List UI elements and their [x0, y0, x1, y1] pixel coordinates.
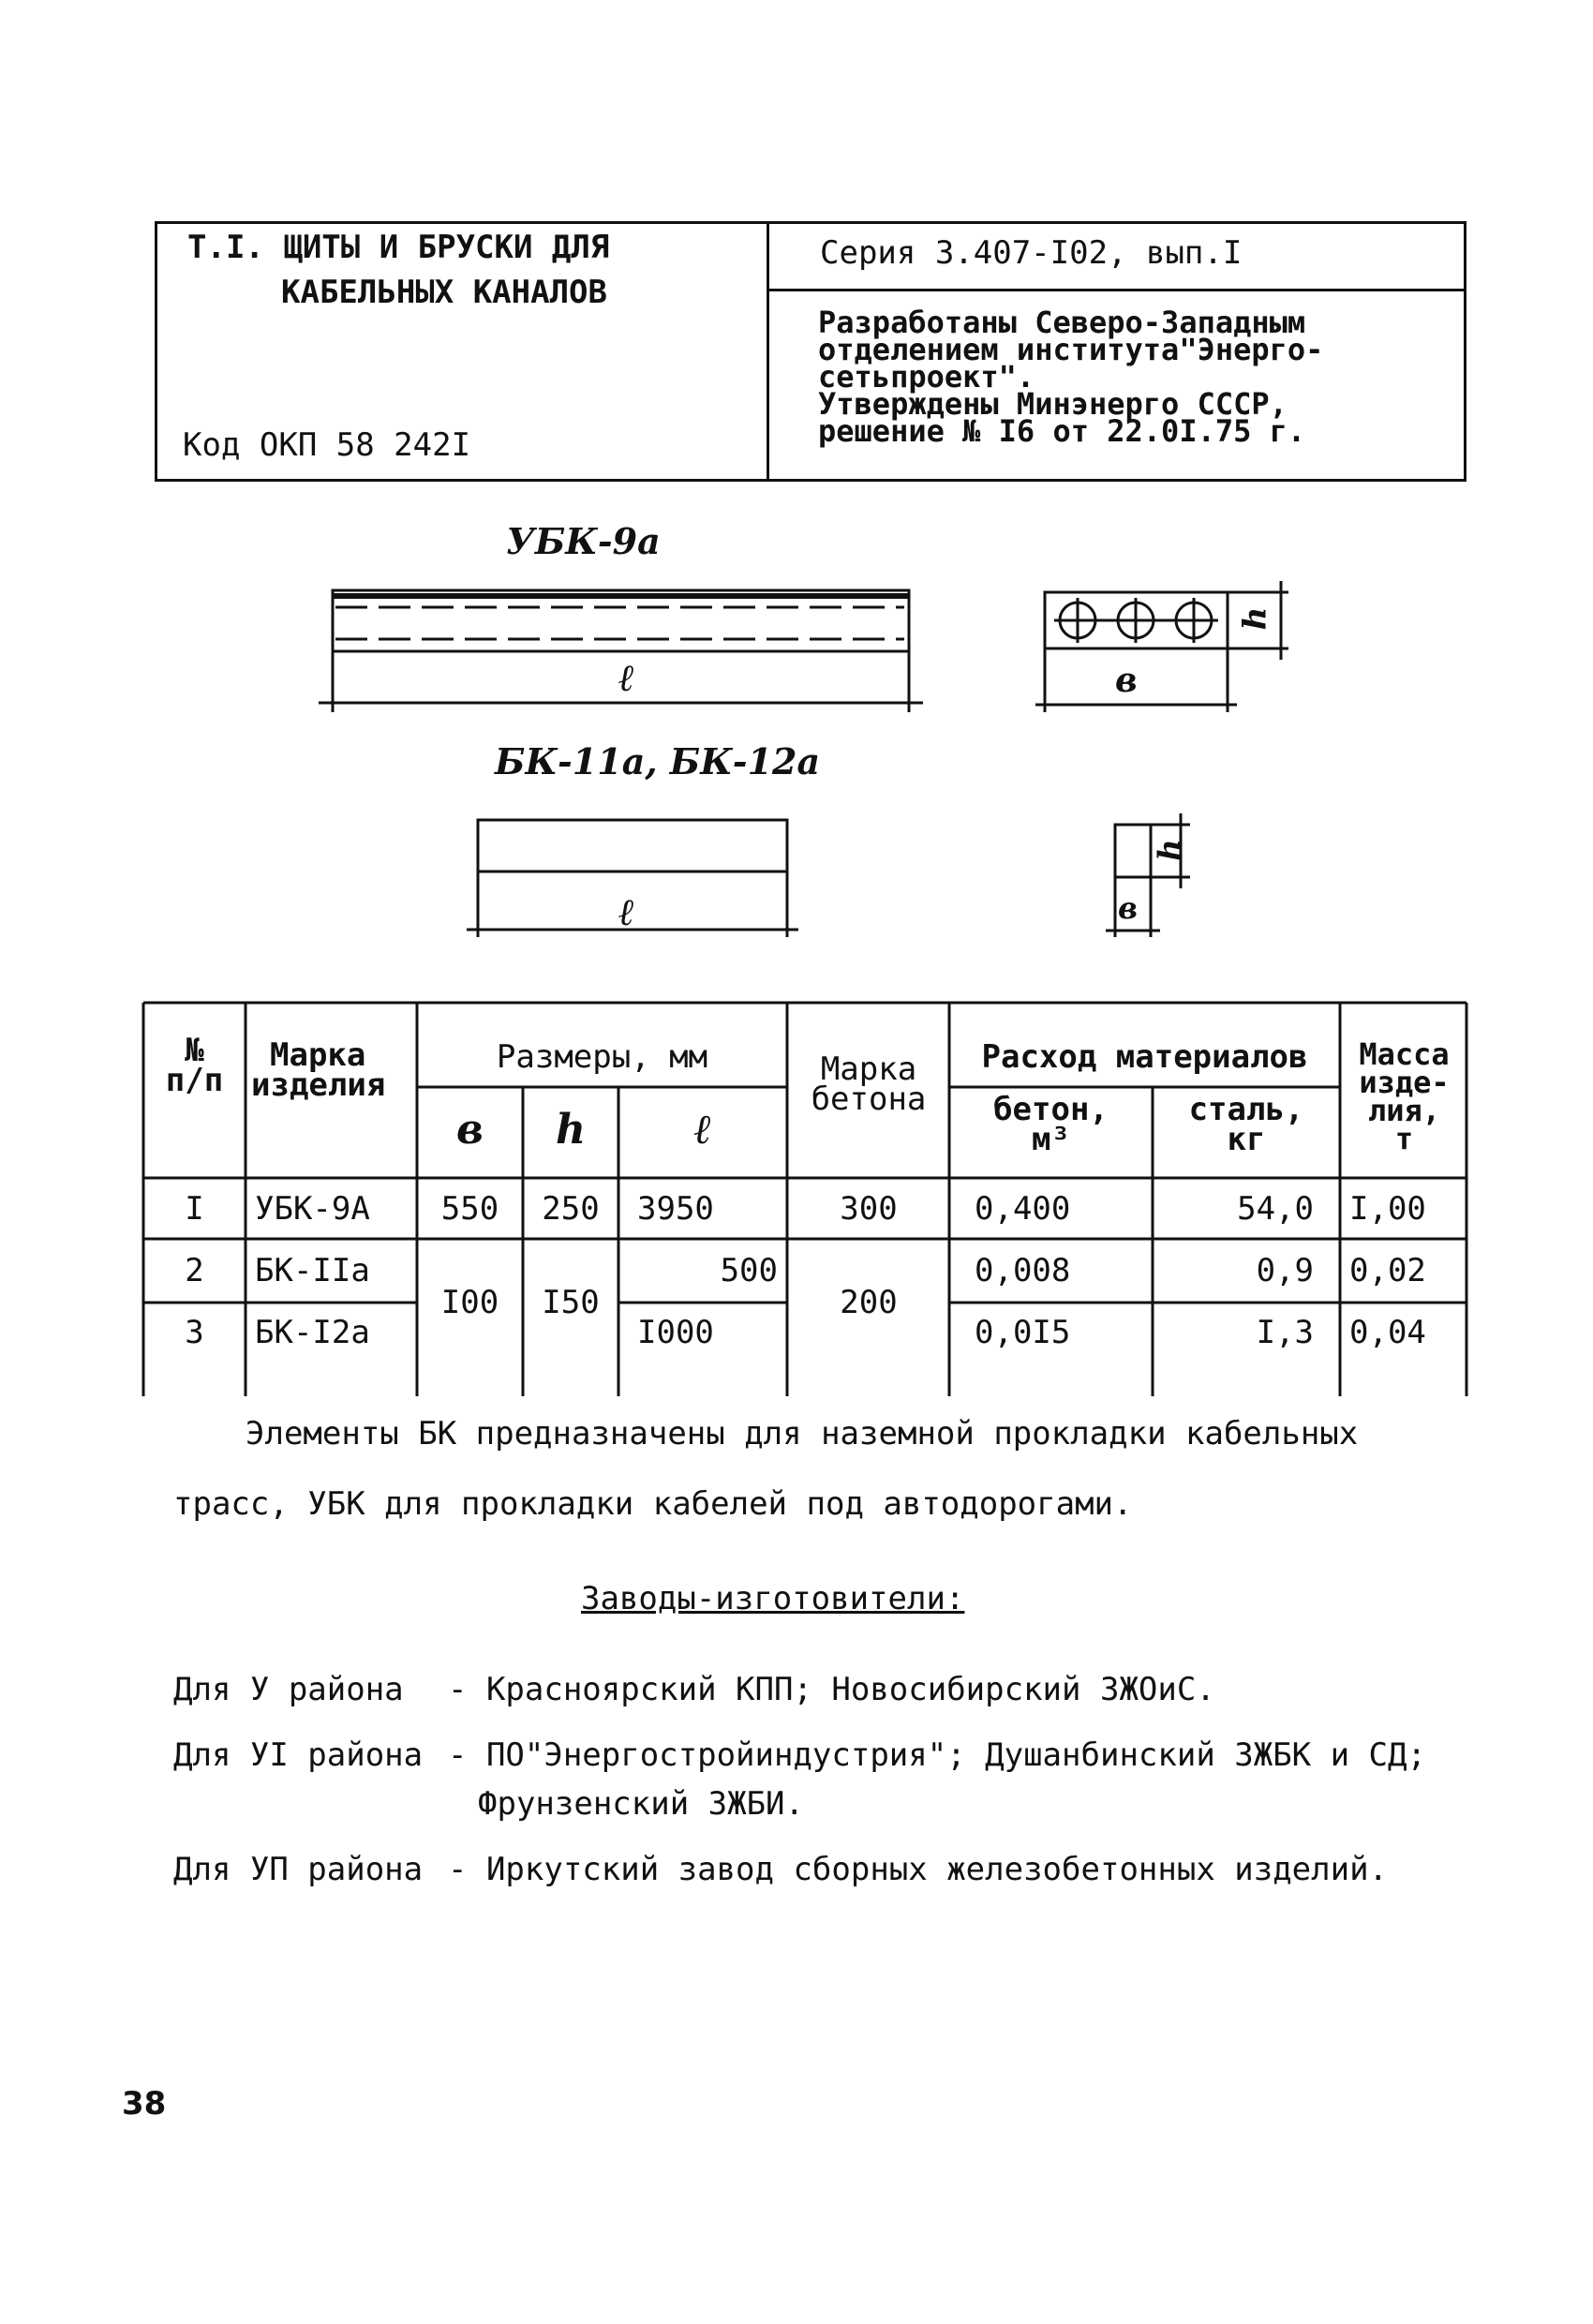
cell-concrete-mark: 300 [840, 1190, 898, 1228]
plant2-label: Для УI района [173, 1736, 424, 1774]
plant3-text: - Иркутский завод сборных железобетонных изделий. [448, 1851, 1389, 1888]
cell-mark: БК-I2а [255, 1314, 370, 1351]
cell-b: I00 [440, 1284, 499, 1321]
plant3-label: Для УП района [173, 1851, 424, 1888]
cell-mass: 0,04 [1349, 1314, 1426, 1351]
bk-dim-l-label: ℓ [618, 890, 635, 934]
th-mass [1342, 1036, 1466, 1156]
developer-line-5: решение № I6 от 22.0I.75 г. [818, 413, 1306, 449]
th-mass-line3: лия, [1367, 1093, 1441, 1128]
cell-l: I000 [637, 1314, 714, 1351]
developer-line-3: сетьпроект". [818, 359, 1035, 395]
header-title-line2: КАБЕЛЬНЫХ КАНАЛОВ [281, 274, 607, 311]
plant2-text-continued: Фрунзенский ЗЖБИ. [478, 1785, 804, 1823]
header-code: Код ОКП 58 242I [183, 426, 471, 464]
header-series: Серия 3.407-I02, вып.I [820, 234, 1243, 272]
th-mass-line2: изде- [1359, 1065, 1450, 1100]
cell-steel: 0,9 [1256, 1252, 1314, 1289]
cell-steel: I,3 [1256, 1314, 1314, 1351]
cell-no: 3 [185, 1314, 204, 1351]
th-materials: Расход материалов [981, 1038, 1308, 1076]
paragraph-line-2: трасс, УБК для прокладки кабелей под автодорогами. [173, 1485, 1133, 1523]
th-concrete-mark-line2: бетона [811, 1080, 927, 1118]
cell-no: 2 [185, 1252, 204, 1289]
cell-h: 250 [542, 1190, 600, 1228]
cell-l: 3950 [637, 1190, 714, 1228]
th-no [145, 1032, 244, 1099]
cell-h: I50 [542, 1284, 600, 1321]
th-mass-line4: т [1394, 1121, 1414, 1156]
ubk-dim-l-label: ℓ [618, 656, 635, 700]
cell-concrete: 0,0I5 [975, 1314, 1071, 1351]
header-title-line1: Т.I. ЩИТЫ И БРУСКИ ДЛЯ [187, 229, 610, 266]
cell-mark: УБК-9А [255, 1190, 370, 1228]
plant1-text: - Красноярский КПП; Новосибирский ЗЖОиС. [448, 1671, 1215, 1708]
th-sub-steel-line1: сталь, [1188, 1091, 1304, 1128]
ubk-dim-h-label: h [1236, 606, 1274, 631]
paragraph-line-1: Элементы БК предназначены для наземной прокладки кабельных [246, 1415, 1359, 1452]
developer-line-2: отделением института"Энерго- [818, 332, 1324, 367]
th-concrete-mark-line1: Марка [820, 1050, 917, 1088]
cell-b: 550 [440, 1190, 499, 1228]
cell-mass: 0,02 [1349, 1252, 1426, 1289]
bk-dim-h-label: h [1151, 839, 1187, 861]
page-number: 38 [122, 2085, 167, 2123]
th-mark-line1: Марка [270, 1036, 366, 1074]
th-mark-line2: изделия [251, 1066, 386, 1104]
cell-steel: 54,0 [1237, 1190, 1314, 1228]
th-sub-concrete-line1: бетон, [993, 1091, 1109, 1128]
bk-dim-b-label: в [1118, 890, 1139, 926]
developer-line-4: Утверждены Минэнерго СССР, [818, 386, 1288, 422]
cell-concrete: 0,008 [975, 1252, 1071, 1289]
th-sub-concrete [949, 1091, 1153, 1158]
plants-heading: Заводы-изготовители: [581, 1580, 965, 1617]
th-mass-line1: Масса [1359, 1036, 1450, 1072]
th-no-line1: № [185, 1032, 204, 1069]
th-concrete-mark [789, 1050, 948, 1118]
ubk-dim-b-label: в [1115, 661, 1138, 700]
th-mark [251, 1036, 410, 1104]
plant1-label: Для У района [173, 1671, 404, 1708]
th-sizes: Размеры, мм [496, 1038, 708, 1076]
drawing-title-bk: БК-11а, БК-12а [495, 740, 821, 782]
drawing-title-ubk: УБК-9а [506, 520, 661, 562]
th-no-line2: п/п [165, 1062, 224, 1099]
cell-l: 500 [720, 1252, 778, 1289]
cell-no: I [185, 1190, 204, 1228]
cell-concrete: 0,400 [975, 1190, 1071, 1228]
th-sub-concrete-line2: м³ [1032, 1121, 1070, 1158]
plant2-text: - ПО"Энергостройиндустрия"; Душанбинский ЗЖБК и СД; [448, 1736, 1426, 1774]
th-sub-l: ℓ [693, 1106, 712, 1154]
cell-concrete-mark: 200 [840, 1284, 898, 1321]
developer-line-1: Разработаны Северо-Западным [818, 305, 1306, 340]
cell-mass: I,00 [1349, 1190, 1426, 1228]
th-sub-steel-line2: кг [1227, 1121, 1266, 1158]
cell-mark: БК-IIа [255, 1252, 370, 1289]
th-sub-b: в [456, 1106, 484, 1154]
th-sub-steel [1153, 1091, 1340, 1158]
th-sub-h: h [556, 1106, 586, 1154]
